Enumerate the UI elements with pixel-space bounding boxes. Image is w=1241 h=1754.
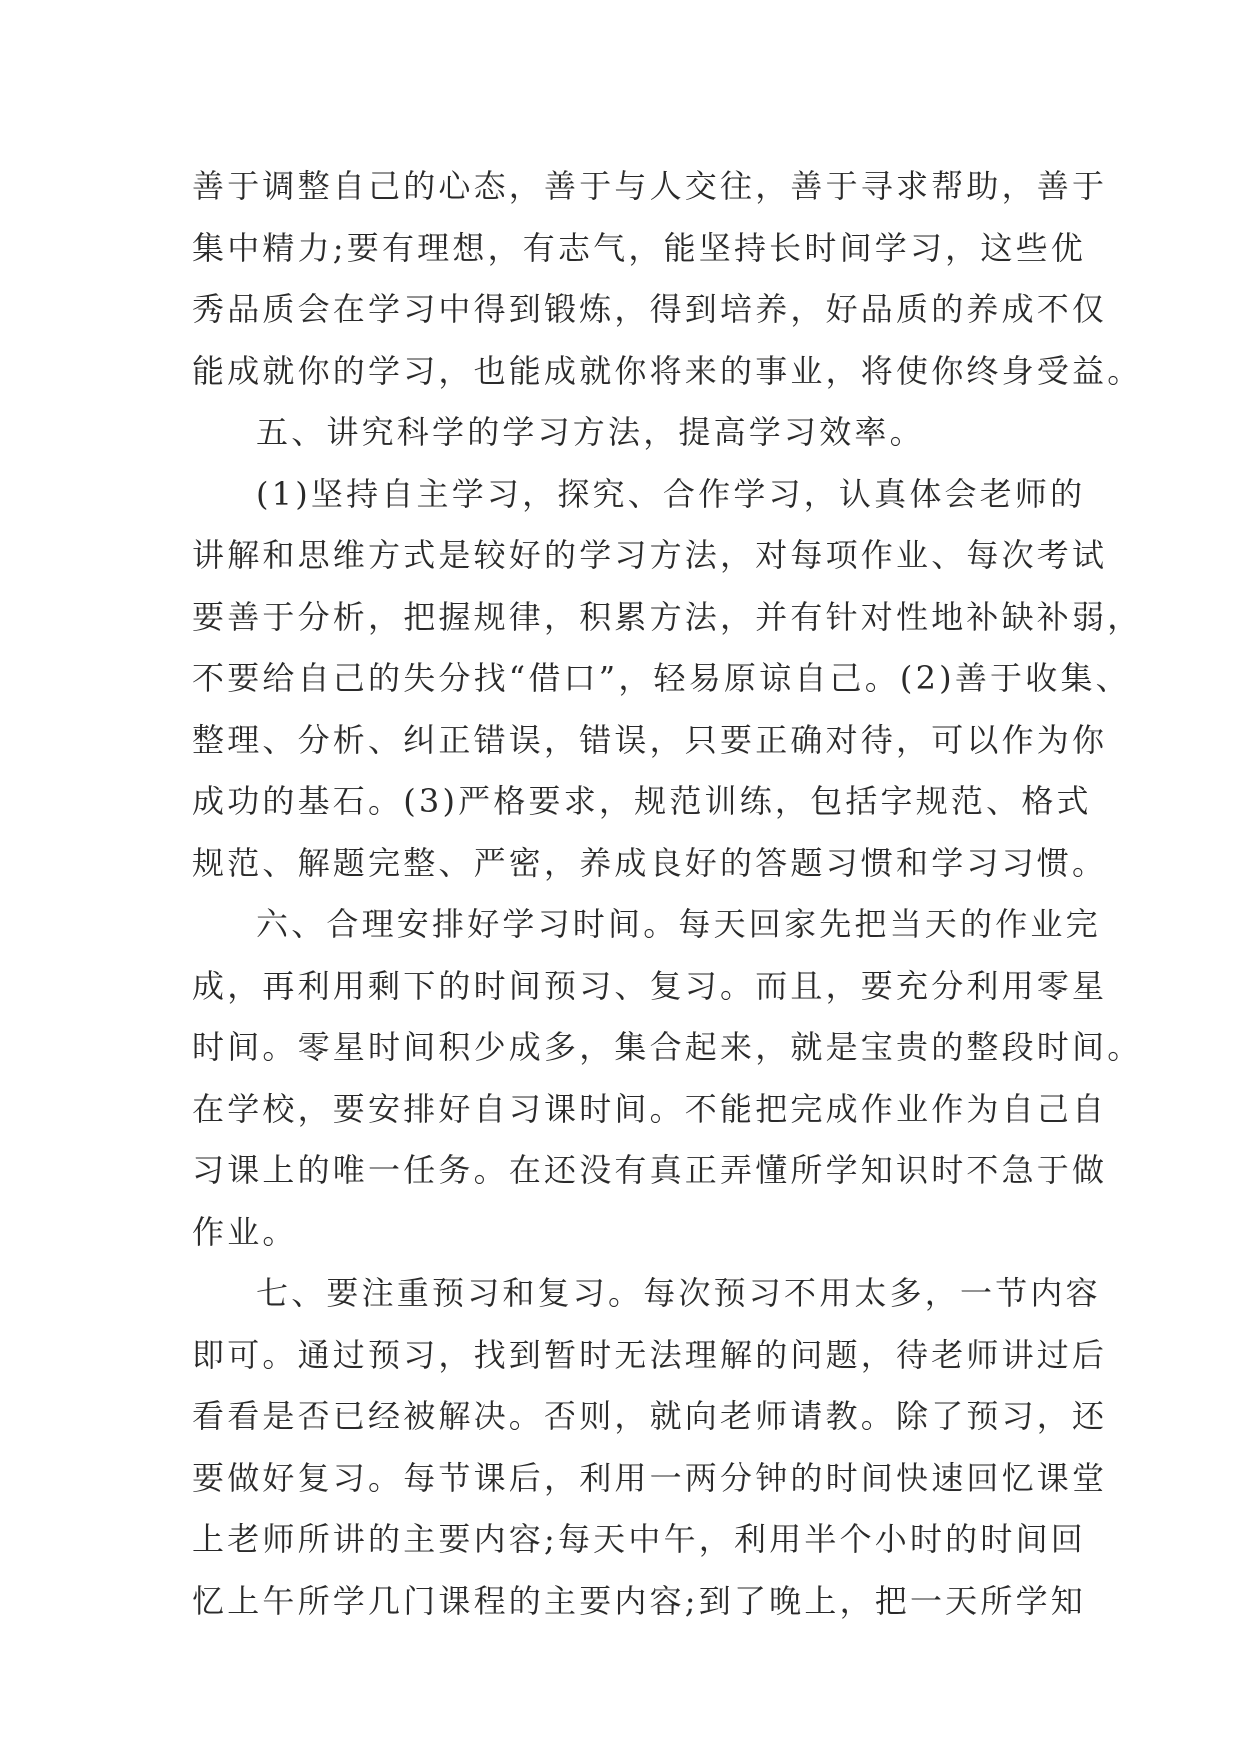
text-line: (1)坚持自主学习，探究、合作学习，认真体会老师的 [256,474,1086,513]
text-line: 善于调整自己的心态，善于与人交往，善于寻求帮助，善于 [192,167,1108,205]
text-line: 习课上的唯一任务。在还没有真正弄懂所学知识时不急于做 [192,1151,1108,1189]
text-line: 秀品质会在学习中得到锻炼，得到培养，好品质的养成不仅 [192,290,1108,328]
text-line: 即可。通过预习，找到暂时无法理解的问题，待老师讲过后 [192,1335,1108,1374]
text-line: 成，再利用剩下的时间预习、复习。而且，要充分利用零星 [192,966,1108,1005]
text-line: 集中精力;要有理想，有志气，能坚持长时间学习，这些优 [192,228,1086,267]
text-line: 要做好复习。每节课后，利用一两分钟的时间快速回忆课堂 [192,1458,1108,1497]
text-line: 上老师所讲的主要内容;每天中午，利用半个小时的时间回 [192,1520,1086,1558]
text-line: 讲解和思维方式是较好的学习方法，对每项作业、每次考试 [192,536,1108,574]
text-line: 能成就你的学习，也能成就你将来的事业，将使你终身受益。 [192,351,1143,390]
text-line: 规范、解题完整、严密，养成良好的答题习惯和学习习惯。 [192,843,1108,882]
document-body [192,156,1143,1632]
text-line: 六、合理安排好学习时间。每天回家先把当天的作业完 [256,905,1101,943]
text-line: 整理、分析、纠正错误，错误，只要正确对待，可以作为你 [192,720,1108,759]
text-line: 五、讲究科学的学习方法，提高学习效率。 [256,413,925,451]
text-line: 要善于分析，把握规律，积累方法，并有针对性地补缺补弱， [192,597,1143,636]
text-line: 在学校，要安排好自习课时间。不能把完成作业作为自己自 [192,1089,1108,1128]
text-line: 时间。零星时间积少成多，集合起来，就是宝贵的整段时间。 [192,1028,1143,1066]
text-line: 七、要注重预习和复习。每次预习不用太多，一节内容 [256,1274,1101,1312]
text-line: 成功的基石。(3)严格要求，规范训练，包括字规范、格式 [192,782,1092,820]
text-line: 忆上午所学几门课程的主要内容;到了晚上，把一天所学知 [192,1581,1086,1620]
text-line: 不要给自己的失分找“借口”，轻易原谅自己。(2)善于收集、 [192,659,1131,697]
text-line: 作业。 [192,1212,298,1251]
text-line: 看看是否已经被解决。否则，就向老师请教。除了预习，还 [192,1397,1108,1435]
